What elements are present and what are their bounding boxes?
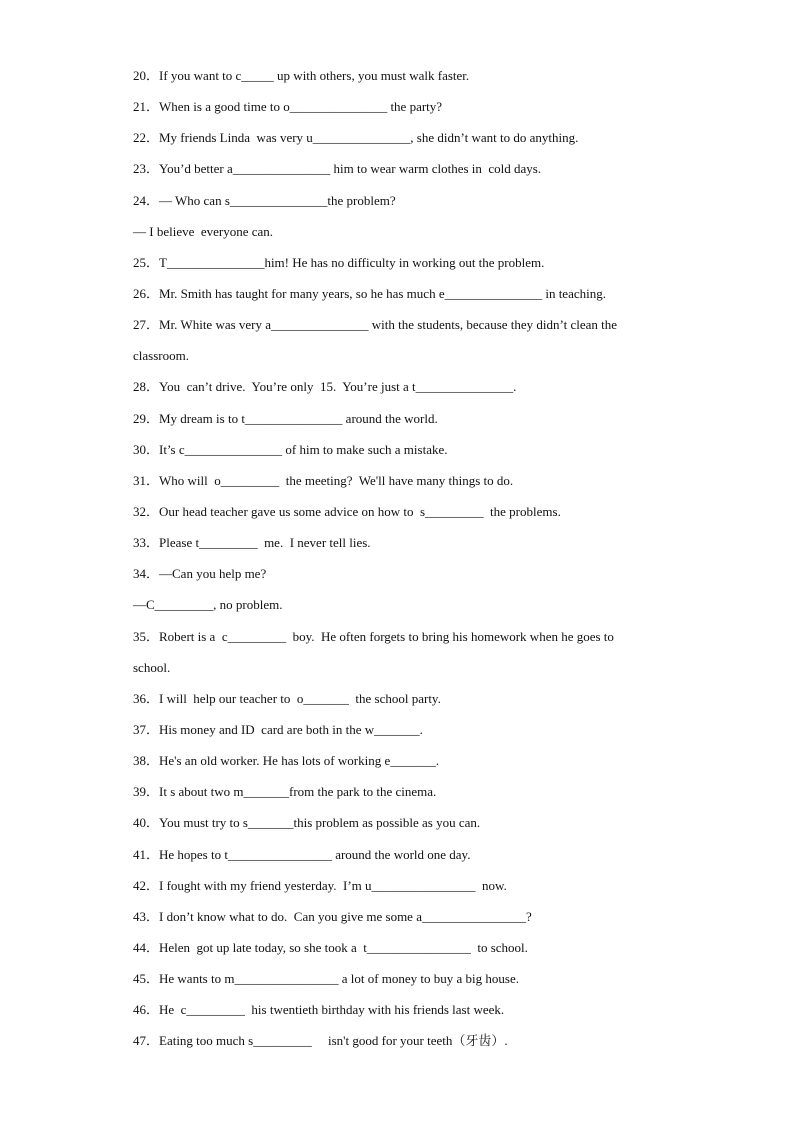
question-37	[133, 718, 663, 749]
question-text: 25．T_______________him! He has no difficulty in working out the problem.	[133, 254, 545, 270]
question-27-continued	[133, 344, 663, 375]
question-text: 34．—Can you help me?	[133, 566, 267, 582]
question-text: 47．Eating too much s_________ isn't good for your teeth（牙齿）.	[133, 1033, 508, 1049]
question-text: 31．Who will o_________ the meeting? We'll have many things to do.	[133, 472, 514, 488]
question-26	[133, 282, 663, 313]
question-text: 22．My friends Linda was very u_______________, she didn’t want to do anything.	[133, 130, 579, 146]
question-21	[133, 95, 663, 126]
question-text: 45．He wants to m________________ a lot of money to buy a big house.	[133, 971, 519, 987]
question-24	[133, 189, 663, 220]
question-25	[133, 251, 663, 282]
question-43	[133, 905, 663, 936]
question-text: 43．I don’t know what to do. Can you give me some a________________?	[133, 908, 532, 924]
question-text: 36．I will help our teacher to o_______ the school party.	[133, 690, 441, 706]
question-40	[133, 811, 663, 842]
question-30	[133, 438, 663, 469]
question-34-answer	[133, 593, 663, 624]
question-text: 33．Please t_________ me. I never tell lies.	[133, 535, 371, 551]
question-text: 28．You can’t drive. You’re only 15. You’re just a t_______________.	[133, 379, 517, 395]
question-36	[133, 687, 663, 718]
question-35	[133, 625, 663, 656]
question-23	[133, 157, 663, 188]
question-text: 29．My dream is to t_______________ around the world.	[133, 410, 438, 426]
question-text: 35．Robert is a c_________ boy. He often forgets to bring his homework when he goes to	[133, 628, 614, 644]
question-text: 46．He c_________ his twentieth birthday with his friends last week.	[133, 1002, 505, 1018]
question-text: 37．His money and ID card are both in the w_______.	[133, 721, 423, 737]
question-text: 26．Mr. Smith has taught for many years, so he has much e_______________ in teaching.	[133, 285, 606, 301]
question-34	[133, 562, 663, 593]
question-33	[133, 531, 663, 562]
question-text: 38．He's an old worker. He has lots of working e_______.	[133, 753, 439, 769]
question-text: 24．— Who can s_______________the problem?	[133, 192, 396, 208]
question-text: 30．It’s c_______________ of him to make such a mistake.	[133, 441, 448, 457]
question-text: 42．I fought with my friend yesterday. I’m u________________ now.	[133, 877, 507, 893]
question-45	[133, 967, 663, 998]
question-42	[133, 874, 663, 905]
question-text: — I believe everyone can.	[133, 223, 274, 239]
question-47	[133, 1029, 663, 1060]
question-41	[133, 843, 663, 874]
question-44	[133, 936, 663, 967]
question-text: 20．If you want to c_____ up with others, you must walk faster.	[133, 68, 470, 83]
question-text: —C_________, no problem.	[133, 597, 283, 613]
question-text: 44．Helen got up late today, so she took a t________________ to school.	[133, 939, 528, 955]
question-text: 21．When is a good time to o_______________ the party?	[133, 99, 443, 115]
question-24-answer	[133, 220, 663, 251]
question-31	[133, 469, 663, 500]
question-text: 39．It s about two m_______from the park to the cinema.	[133, 784, 437, 800]
question-20	[133, 64, 663, 95]
question-list	[133, 64, 663, 1061]
question-28	[133, 375, 663, 406]
question-text: school.	[133, 659, 171, 675]
question-text: classroom.	[133, 348, 189, 364]
question-46	[133, 998, 663, 1029]
question-text: 27．Mr. White was very a_______________ with the students, because they didn’t clean the	[133, 317, 618, 333]
question-38	[133, 749, 663, 780]
question-text: 40．You must try to s_______this problem as possible as you can.	[133, 815, 481, 831]
question-text: 32．Our head teacher gave us some advice on how to s_________ the problems.	[133, 503, 561, 519]
question-text: 23．You’d better a_______________ him to wear warm clothes in cold days.	[133, 161, 542, 177]
question-text: 41．He hopes to t________________ around the world one day.	[133, 846, 471, 862]
question-39	[133, 780, 663, 811]
question-29	[133, 407, 663, 438]
question-32	[133, 500, 663, 531]
question-22	[133, 126, 663, 157]
question-27	[133, 313, 663, 344]
question-35-continued	[133, 656, 663, 687]
